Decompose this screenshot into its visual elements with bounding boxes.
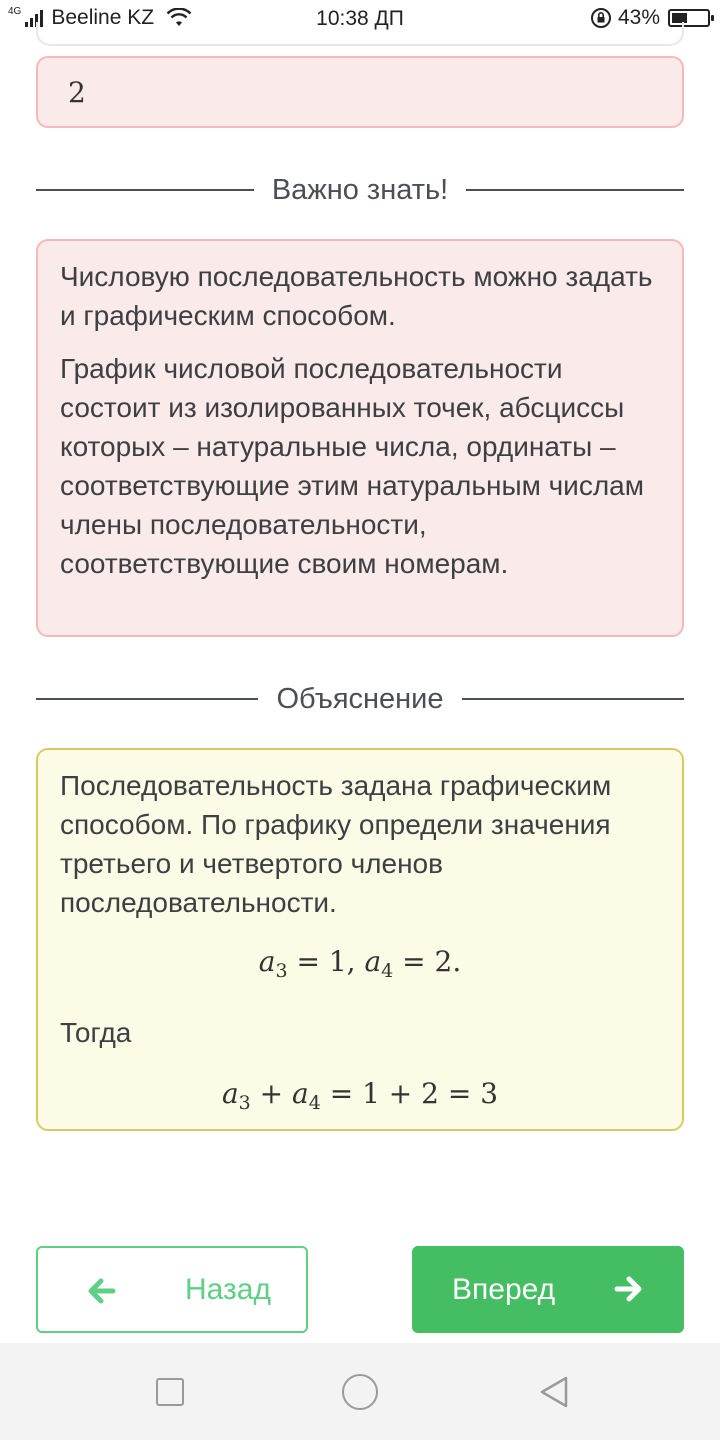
carrier-name: Beeline KZ: [51, 6, 155, 29]
important-info-box: [36, 239, 684, 637]
important-divider: [36, 170, 684, 210]
answer-box: [36, 56, 684, 128]
system-nav-bar: [0, 1343, 720, 1440]
explanation-text: Последовательность задана графическим способом. По графику определи значения третьего и четвертого членов последовательности.: [60, 770, 612, 918]
back-triangle-icon[interactable]: [537, 1375, 571, 1409]
explanation-heading: Объяснение: [276, 682, 444, 715]
network-type: 4G: [8, 5, 22, 17]
explanation-box: [36, 748, 684, 1131]
home-icon[interactable]: [342, 1374, 378, 1410]
info-paragraph: График числовой последовательности состоит из изолированных точек, абсциссы которых – натуральные числа, ординаты – соответствующие этим натуральным числам члены последовательности, соответствующие своим номерам.: [60, 353, 644, 579]
divider-line: [466, 189, 684, 191]
recents-icon[interactable]: [156, 1378, 184, 1406]
battery-percent: 43%: [617, 6, 660, 29]
answer-value: 2: [68, 75, 86, 109]
important-heading: Важно знать!: [271, 173, 449, 206]
arrow-left-icon: [86, 1276, 116, 1306]
status-time: 10:38 ДП: [316, 7, 404, 30]
info-paragraph: Числовую последовательность можно задать и графическим способом.: [60, 261, 653, 331]
then-label: Тогда: [60, 1017, 132, 1048]
next-label: Вперед: [452, 1272, 556, 1306]
formula-values: $a_3 = 1$, $a_4 = 2$.: [258, 945, 462, 982]
next-button[interactable]: [412, 1246, 684, 1333]
divider-line: [36, 698, 258, 700]
arrow-right-icon: [614, 1274, 644, 1304]
previous-card-edge: [36, 22, 684, 46]
back-button[interactable]: [36, 1246, 308, 1333]
divider-line: [462, 698, 684, 700]
explanation-divider: [36, 679, 684, 719]
back-label: Назад: [185, 1272, 271, 1306]
divider-line: [36, 189, 254, 191]
formula-sum: $a_3 + a_4 = 1 + 2 = 3$: [221, 1077, 499, 1114]
